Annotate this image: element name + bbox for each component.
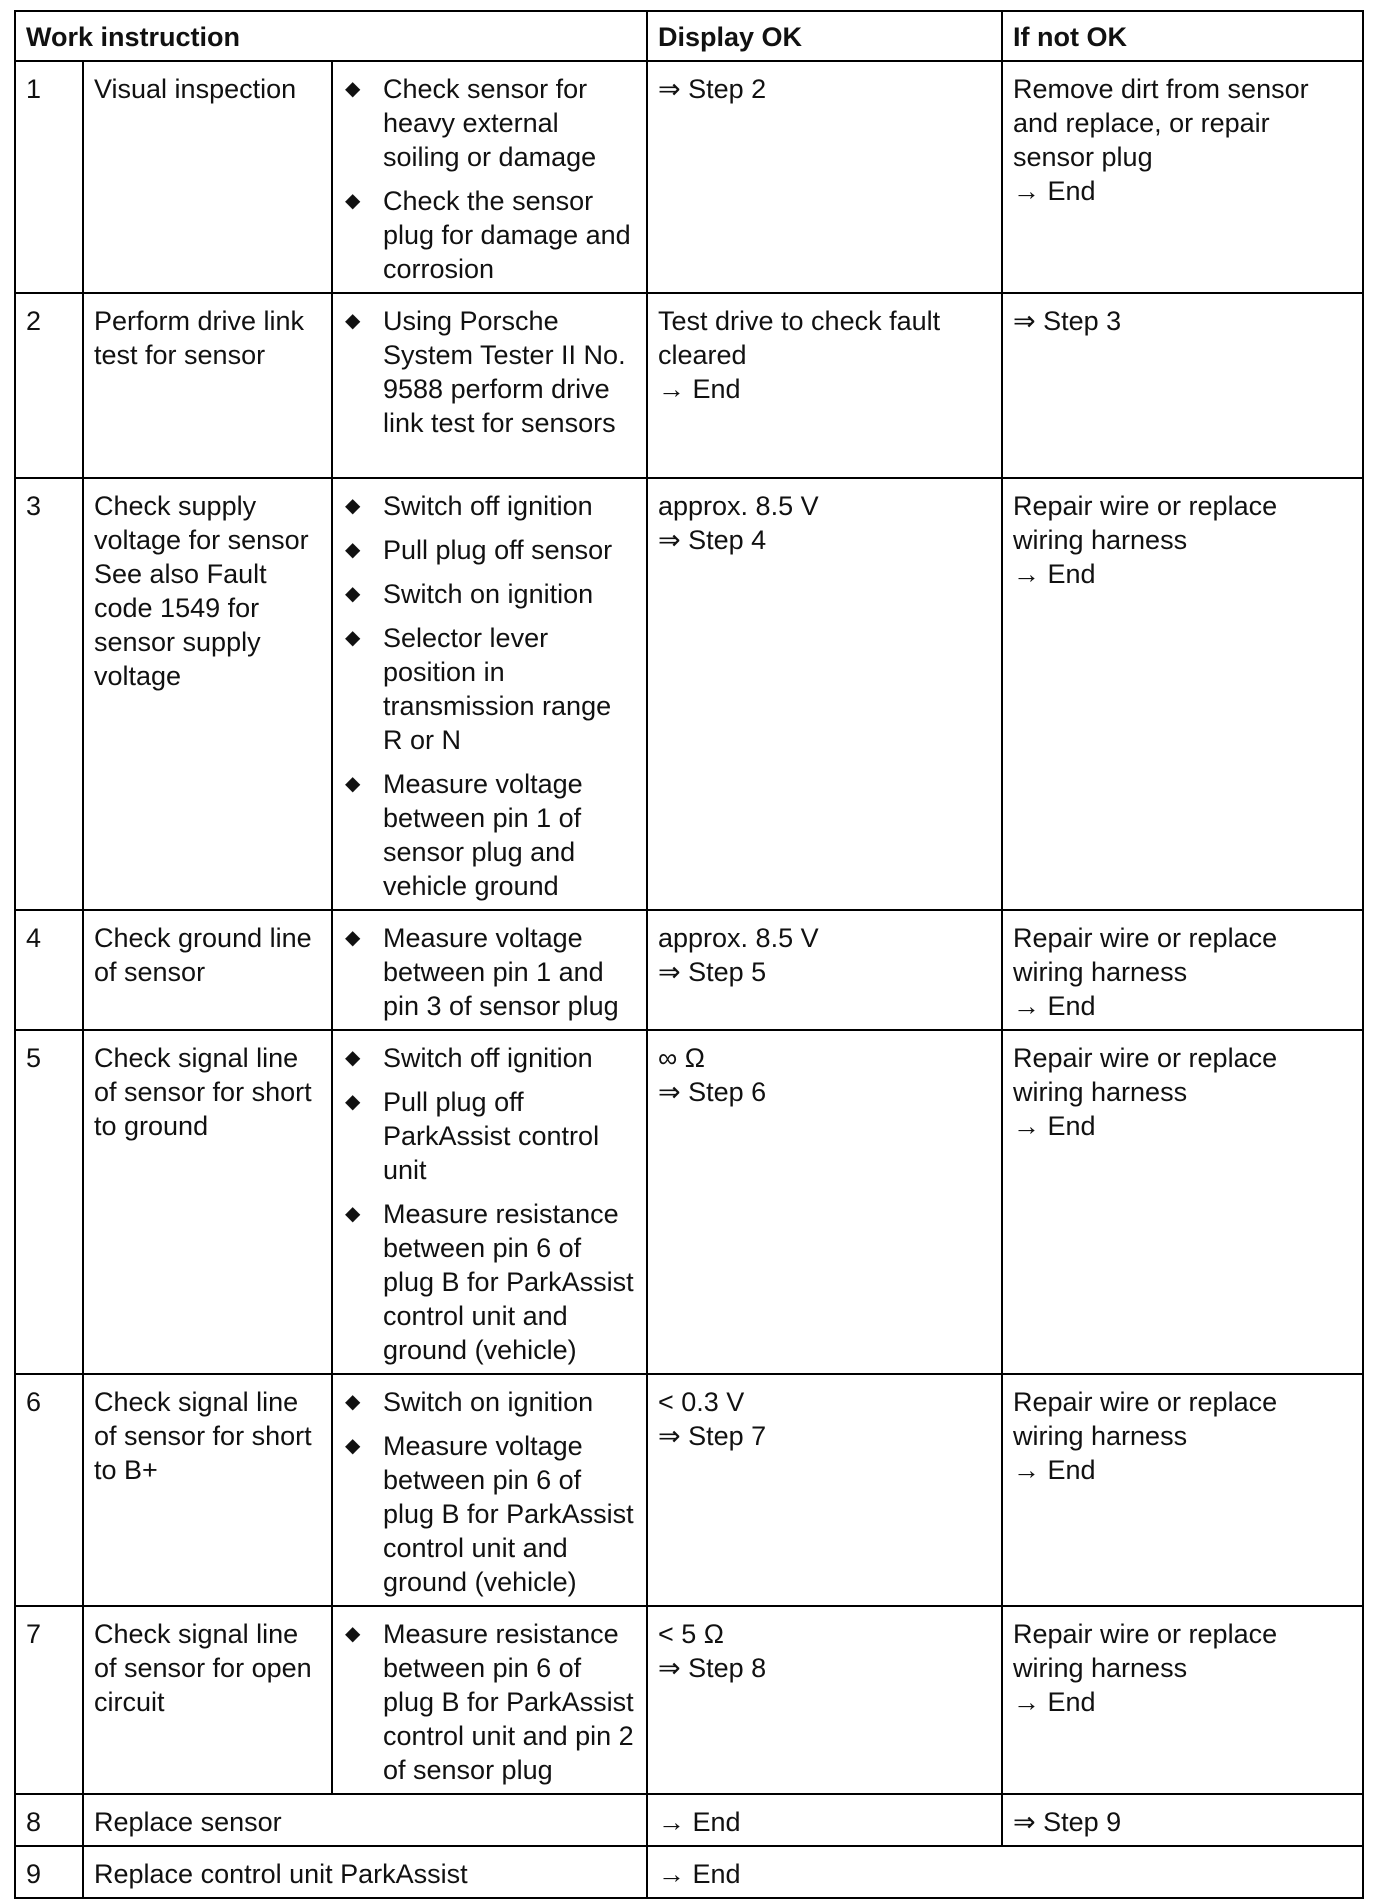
step-if-not-ok [1002,1374,1363,1606]
diamond-bullet-icon: ◆ [345,773,361,795]
step-instruction [83,1606,332,1794]
step-display-ok: → End [647,1846,1363,1898]
diamond-bullet-icon: ◆ [345,627,361,649]
table-row [15,1374,1363,1606]
step-display-ok [647,478,1002,910]
list-item [343,1385,636,1419]
if-not-ok-line: → End [1013,991,1096,1021]
if-not-ok-line: → End [1013,1455,1096,1485]
diamond-bullet-icon: ◆ [345,1623,361,1645]
list-item [343,72,636,174]
header-if-not-ok: If not OK [1002,11,1363,61]
table-row [15,1030,1363,1374]
list-item [343,1429,636,1599]
diamond-bullet-icon: ◆ [345,1047,361,1069]
action-text: Switch on ignition [383,1387,594,1417]
steps-body [15,61,1363,1794]
step-instruction [83,1030,332,1374]
step-actions [332,1030,647,1374]
step-instruction [83,478,332,910]
step-actions [332,61,647,293]
step-if-not-ok [1002,293,1363,478]
action-text: Using Porsche System Tester II No. 9588 perform drive link test for sensors [383,306,626,438]
step-if-not-ok: ⇒ Step 9 [1002,1794,1363,1846]
step-instruction: Replace control unit ParkAssist [83,1846,647,1898]
step-display-ok [647,1030,1002,1374]
step-if-not-ok [1002,478,1363,910]
table-row [15,1606,1363,1794]
list-item [343,304,636,440]
list-item [343,489,636,523]
step-display-ok [647,61,1002,293]
table-row [15,61,1363,293]
list-item [343,1197,636,1367]
display-ok-line: ⇒ Step 7 [658,1421,767,1451]
display-ok-line: ⇒ Step 5 [658,957,767,987]
action-list [343,1041,636,1367]
action-list [343,72,636,286]
instruction-line: Check signal line of sensor for short to B+ [94,1387,312,1485]
step-number: 8 [15,1794,83,1846]
if-not-ok-line: → End [1013,1111,1096,1141]
step-actions [332,293,647,478]
step-actions [332,910,647,1030]
action-list [343,1385,636,1599]
display-ok-line: approx. 8.5 V [658,923,819,953]
action-text: Measure voltage between pin 1 and pin 3 of sensor plug [383,923,619,1021]
action-text: Pull plug off sensor [383,535,613,565]
if-not-ok-line: Repair wire or replace wiring harness [1013,1387,1278,1451]
action-list [343,921,636,1023]
diamond-bullet-icon: ◆ [345,1091,361,1113]
diamond-bullet-icon: ◆ [345,583,361,605]
list-item [343,184,636,286]
display-ok-line: ⇒ Step 2 [658,74,767,104]
step-if-not-ok [1002,1030,1363,1374]
instruction-line: See also Fault code 1549 for sensor supply voltage [94,559,267,691]
step-actions [332,478,647,910]
step-display-ok [647,910,1002,1030]
diamond-bullet-icon: ◆ [345,927,361,949]
action-list [343,304,636,440]
step-number: 4 [15,910,83,1030]
if-not-ok-line: Repair wire or replace wiring harness [1013,1619,1278,1683]
action-list [343,489,636,903]
instruction-line: Check ground line of sensor [94,923,312,987]
step-if-not-ok [1002,910,1363,1030]
step-display-ok [647,1374,1002,1606]
step-instruction [83,61,332,293]
action-text: Measure voltage between pin 1 of sensor plug and vehicle ground [383,769,583,901]
list-item [343,533,636,567]
step-number: 7 [15,1606,83,1794]
step-display-ok [647,1606,1002,1794]
step-actions [332,1374,647,1606]
display-ok-line: approx. 8.5 V [658,491,819,521]
action-text: Measure voltage between pin 6 of plug B for ParkAssist control unit and ground (vehicle) [383,1431,634,1597]
header-row [15,11,1363,61]
if-not-ok-line: Repair wire or replace wiring harness [1013,923,1278,987]
instruction-line: Check supply voltage for sensor [94,491,309,555]
if-not-ok-line: → End [1013,176,1096,206]
display-ok-line: → End [658,374,741,404]
step-number: 2 [15,293,83,478]
action-text: Check sensor for heavy external soiling or damage [383,74,597,172]
header-work-instruction: Work instruction [15,11,647,61]
step-actions [332,1606,647,1794]
action-text: Measure resistance between pin 6 of plug B for ParkAssist control unit and pin 2 of sensor plug [383,1619,634,1785]
step-number: 3 [15,478,83,910]
list-item [343,921,636,1023]
instruction-line: Check signal line of sensor for open circuit [94,1619,312,1717]
table-row [15,1794,1363,1846]
action-text: Switch off ignition [383,1043,593,1073]
display-ok-line: Test drive to check fault cleared [658,306,941,370]
table-row [15,293,1363,478]
header-display-ok: Display OK [647,11,1002,61]
action-text: Switch off ignition [383,491,593,521]
diamond-bullet-icon: ◆ [345,1203,361,1225]
list-item [343,1617,636,1787]
step-number: 1 [15,61,83,293]
if-not-ok-line: ⇒ Step 3 [1013,306,1122,336]
step-instruction [83,293,332,478]
step-number: 9 [15,1846,83,1898]
display-ok-line: < 5 Ω [658,1619,724,1649]
list-item [343,1041,636,1075]
diamond-bullet-icon: ◆ [345,78,361,100]
action-list [343,1617,636,1787]
action-text: Selector lever position in transmission range R or N [383,623,612,755]
diamond-bullet-icon: ◆ [345,1391,361,1413]
work-instruction-table [14,10,1364,1899]
if-not-ok-line: Repair wire or replace wiring harness [1013,491,1278,555]
step-number: 6 [15,1374,83,1606]
list-item [343,621,636,757]
step-display-ok [647,293,1002,478]
table-row [15,1846,1363,1898]
diamond-bullet-icon: ◆ [345,539,361,561]
if-not-ok-line: → End [1013,1687,1096,1717]
step-number: 5 [15,1030,83,1374]
table-row [15,910,1363,1030]
action-text: Measure resistance between pin 6 of plug B for ParkAssist control unit and ground (vehicle) [383,1199,634,1365]
instruction-line: Perform drive link test for sensor [94,306,305,370]
instruction-line: Check signal line of sensor for short to ground [94,1043,312,1141]
list-item [343,1085,636,1187]
step-instruction [83,910,332,1030]
step-instruction: Replace sensor [83,1794,647,1846]
display-ok-line: ∞ Ω [658,1043,705,1073]
instruction-line: Visual inspection [94,74,297,104]
display-ok-line: ⇒ Step 8 [658,1653,767,1683]
diamond-bullet-icon: ◆ [345,190,361,212]
list-item [343,767,636,903]
if-not-ok-line: → End [1013,559,1096,589]
step-if-not-ok [1002,1606,1363,1794]
diamond-bullet-icon: ◆ [345,310,361,332]
action-text: Check the sensor plug for damage and corrosion [383,186,631,284]
if-not-ok-line: Repair wire or replace wiring harness [1013,1043,1278,1107]
action-text: Switch on ignition [383,579,594,609]
diamond-bullet-icon: ◆ [345,1435,361,1457]
step-display-ok: → End [647,1794,1002,1846]
step-instruction [83,1374,332,1606]
display-ok-line: ⇒ Step 4 [658,525,767,555]
step-if-not-ok [1002,61,1363,293]
display-ok-line: < 0.3 V [658,1387,745,1417]
display-ok-line: ⇒ Step 6 [658,1077,767,1107]
action-text: Pull plug off ParkAssist control unit [383,1087,600,1185]
table-row [15,478,1363,910]
list-item [343,577,636,611]
if-not-ok-line: Remove dirt from sensor and replace, or repair sensor plug [1013,74,1309,172]
diamond-bullet-icon: ◆ [345,495,361,517]
